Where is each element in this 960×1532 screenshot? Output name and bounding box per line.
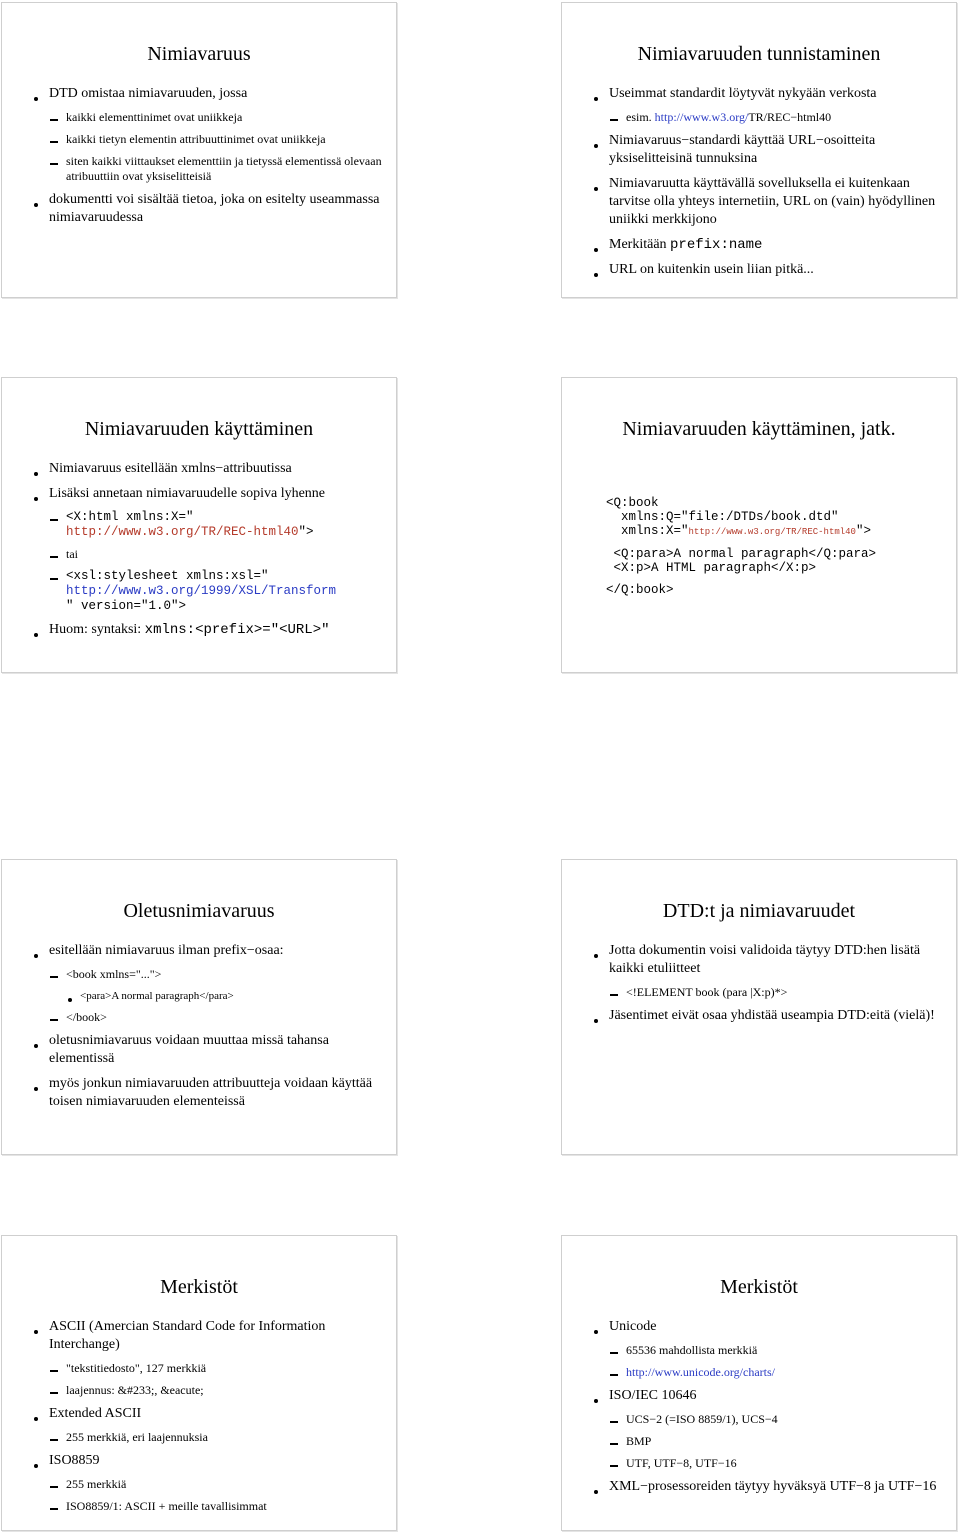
slide-nimiavaruuden-kayttaminen-jatk: [561, 377, 957, 673]
slide-body: [592, 1318, 942, 1503]
sub-bullet-prefix: esim.: [626, 110, 652, 124]
code-line: [606, 524, 942, 539]
code-sub-bullet: [32, 510, 382, 540]
bullet: Jäsentimet eivät osaa yhdistää useampia DTD:eitä (vielä)!: [592, 1007, 942, 1025]
slide-body: [32, 85, 382, 234]
sub-bullet: siten kaikki viittaukset elementtiin ja tietyssä elementissä olevaan atribuuttiin ovat yksiselitteisiä: [32, 154, 382, 184]
bullet: DTD omistaa nimiavaruuden, jossa: [32, 85, 382, 103]
bullet: ISO/IEC 10646: [592, 1387, 942, 1405]
sub-bullet: kaikki tietyn elementin attribuuttinimet ovat uniikkeja: [32, 132, 382, 147]
slide-title: Merkistöt: [160, 1276, 238, 1298]
sub-bullet: <!ELEMENT book (para |X:p)*>: [592, 985, 942, 1000]
sub-bullet: 255 merkkiä: [32, 1477, 382, 1492]
bullet-prefix: Merkitään: [609, 237, 667, 252]
code-line: </Q:book>: [606, 583, 674, 597]
sub-bullet: UCS−2 (=ISO 8859/1), UCS−4: [592, 1412, 942, 1427]
bullet: URL on kuitenkin usein liian pitkä...: [592, 261, 942, 279]
sub-bullet: UTF, UTF−8, UTF−16: [592, 1456, 942, 1471]
sub-bullet: 255 merkkiä, eri laajennuksia: [32, 1430, 382, 1445]
bullet: ISO8859: [32, 1452, 382, 1470]
slide-title: Nimiavaruus: [147, 43, 251, 65]
sub-bullet: 65536 mahdollista merkkiä: [592, 1343, 942, 1358]
slide-body: [592, 942, 942, 1032]
bullet: [32, 621, 382, 639]
code-part: xmlns:X=": [606, 524, 689, 538]
html40-url[interactable]: http://www.w3.org/TR/REC-html40: [688, 527, 856, 537]
code-snippet: prefix:name: [670, 237, 763, 253]
bullet: XML−prosessoreiden täytyy hyväksyä UTF−8 ja UTF−16: [592, 1478, 942, 1496]
xsl-url[interactable]: http://www.w3.org/1999/XSL/Transform: [66, 584, 337, 598]
code-line: <Q:book: [606, 496, 659, 510]
slide-dtdt-ja-nimiavaruudet: [561, 859, 957, 1155]
code-close: ">: [298, 525, 314, 539]
slide-body: [32, 460, 382, 646]
code-snippet: xmlns:<prefix>="<URL>": [144, 622, 330, 638]
code-line: xmlns:Q="file:/DTDs/book.dtd": [606, 510, 839, 524]
sub-sub-bullet: <para>A normal paragraph</para>: [32, 989, 382, 1003]
slide-title: Merkistöt: [720, 1276, 798, 1298]
slide-body: [32, 1318, 382, 1521]
code-open: <xsl:stylesheet xmlns:xsl=": [66, 569, 269, 583]
bullet: Nimiavaruutta käyttävällä sovelluksella ei kuitenkaan tarvitse olla yhteys internetiin, URL on (vain) hyödyllinen uniikki merkkijono: [592, 175, 942, 229]
sub-bullet: [592, 110, 942, 125]
code-part: ">: [855, 524, 871, 538]
sub-bullet: kaikki elementtinimet ovat uniikkeja: [32, 110, 382, 125]
bullet: Extended ASCII: [32, 1405, 382, 1423]
slide-body: [592, 85, 942, 286]
sub-bullet: <book xmlns="...">: [32, 967, 382, 982]
sub-bullet: ISO8859/1: ASCII + meille tavallisimmat: [32, 1499, 382, 1514]
slide-nimiavaruuden-tunnistaminen: [561, 2, 957, 298]
bullet: oletusnimiavaruus voidaan muuttaa missä tahansa elementissä: [32, 1032, 382, 1068]
bullet: Nimiavaruus esitellään xmlns−attribuutissa: [32, 460, 382, 478]
code-line: <Q:para>A normal paragraph</Q:para>: [606, 547, 877, 561]
sub-bullet: laajennus: &#233;, &eacute;: [32, 1383, 382, 1398]
link-rest: TR/REC−html40: [748, 110, 832, 124]
bullet: dokumentti voi sisältää tietoa, joka on esitelty useammassa nimiavaruudessa: [32, 191, 382, 227]
bullet: [592, 236, 942, 254]
bullet: esitellään nimiavaruus ilman prefix−osaa:: [32, 942, 382, 960]
slide-body: [32, 942, 382, 1118]
slide-nimiavaruus: [1, 2, 397, 298]
slide-title: Nimiavaruuden käyttäminen: [84, 418, 314, 440]
code-close: " version="1.0">: [66, 599, 187, 613]
slide-title: Nimiavaruuden käyttäminen, jatk.: [622, 418, 896, 440]
code-block: [606, 496, 942, 597]
bullet: Jotta dokumentin voisi validoida täytyy DTD:hen lisätä kaikki etuliitteet: [592, 942, 942, 978]
sub-bullet: </book>: [32, 1010, 382, 1025]
sub-bullet: tai: [32, 547, 382, 562]
slide-nimiavaruuden-kayttaminen: [1, 377, 397, 673]
w3-link[interactable]: http://www.w3.org/: [654, 110, 749, 124]
bullet: Lisäksi annetaan nimiavaruudelle sopiva lyhenne: [32, 485, 382, 503]
bullet: Unicode: [592, 1318, 942, 1336]
code-open: <X:html xmlns:X=": [66, 510, 194, 524]
sub-bullet: "tekstitiedosto", 127 merkkiä: [32, 1361, 382, 1376]
sub-bullet: BMP: [592, 1434, 942, 1449]
slide-merkistot-2: [561, 1235, 957, 1531]
unicode-charts-link[interactable]: http://www.unicode.org/charts/: [592, 1365, 942, 1380]
code-line: <X:p>A HTML paragraph</X:p>: [606, 561, 817, 575]
bullet: Useimmat standardit löytyvät nykyään verkosta: [592, 85, 942, 103]
bullet: Nimiavaruus−standardi käyttää URL−osoitteita yksiselitteisinä tunnuksina: [592, 132, 942, 168]
bullet: myös jonkun nimiavaruuden attribuutteja voidaan käyttää toisen nimiavaruuden elementeissä: [32, 1075, 382, 1111]
slide-title: DTD:t ja nimiavaruudet: [662, 900, 856, 922]
bullet-prefix: Huom: syntaksi:: [49, 622, 142, 637]
slide-title: Oletusnimiavaruus: [123, 900, 275, 922]
slide-title: Nimiavaruuden tunnistaminen: [637, 43, 881, 65]
slide-merkistot-1: [1, 1235, 397, 1531]
html40-url[interactable]: http://www.w3.org/TR/REC-html40: [66, 525, 299, 539]
code-sub-bullet: [32, 569, 382, 614]
bullet: ASCII (Amercian Standard Code for Information Interchange): [32, 1318, 382, 1354]
slide-oletusnimiavaruus: [1, 859, 397, 1155]
